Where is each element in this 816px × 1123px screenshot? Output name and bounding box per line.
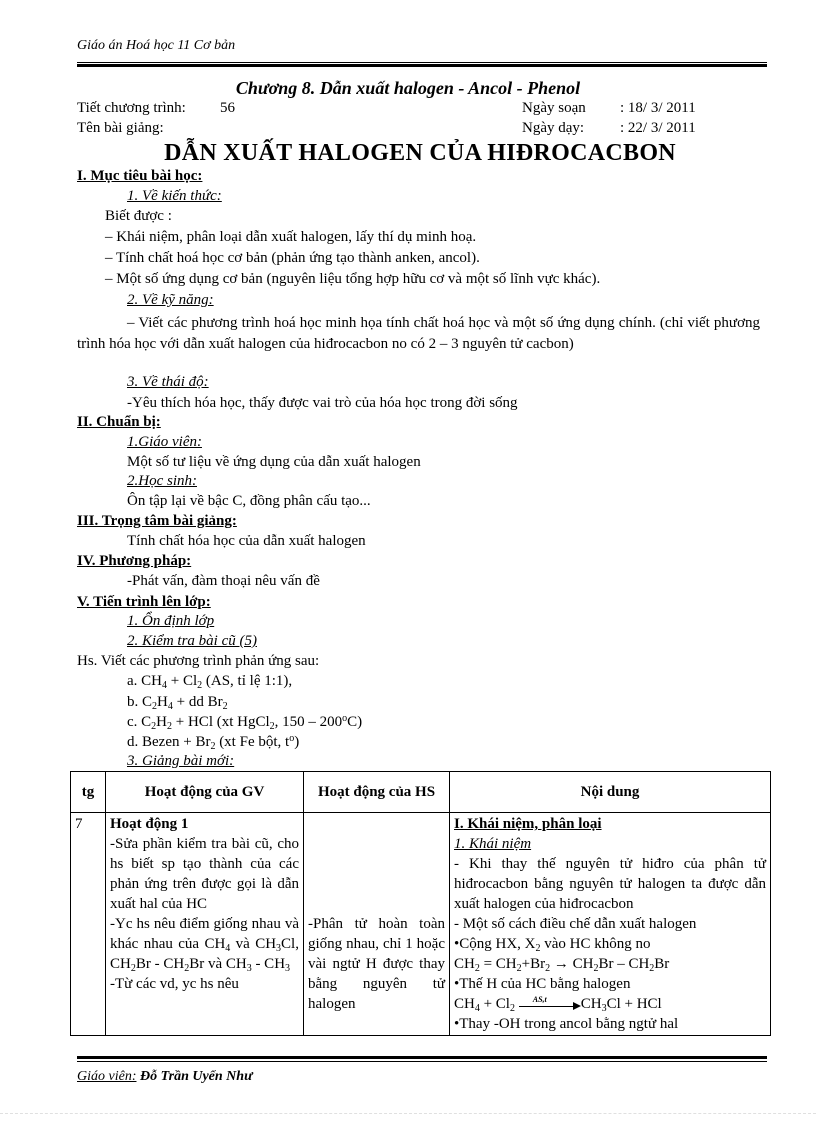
reaction-a: a. $CH_4 + Cl_2$ (AS, tỉ lệ 1:1), [127, 673, 293, 691]
content-method-1: •Cộng HX, $X_2$ vào HC không no [454, 936, 651, 954]
method-text: -Phát vấn, đàm thoại nêu vấn đề [127, 573, 320, 589]
cell-gv [106, 813, 304, 1036]
footer-rule-thick [77, 1056, 767, 1059]
gv-step-1: -Sửa phần kiểm tra bài cũ, cho hs biết sp tạo thành của các phản ứng trên được gọi là dẫn xuất hal của HC [110, 836, 299, 912]
reaction-arrow-icon: AS,t [519, 998, 581, 1012]
knowledge-item-1: – Khái niệm, phân loại dẫn xuất halogen, lấy thí dụ minh hoạ. [105, 229, 477, 245]
soan-label: Ngày soạn [522, 100, 586, 116]
table-row [71, 813, 771, 1036]
content-subheading: 1. Khái niệm [454, 836, 532, 852]
section-1-3-heading: 3. Về thái độ: [127, 374, 209, 390]
ten-label: Tên bài giảng: [77, 120, 164, 136]
section-5-3-heading: 3. Giảng bài mới: [127, 753, 235, 769]
cell-hs [304, 813, 450, 1036]
table-header-row [71, 772, 771, 813]
student-prep-text: Ôn tập lại về bậc C, đồng phân cấu tạo... [127, 493, 371, 509]
footer-label: Giáo viên: [77, 1069, 137, 1084]
section-2-heading: II. Chuẩn bị: [77, 414, 161, 430]
chapter-title: Chương 8. Dẫn xuất halogen - Ancol - Phenol [235, 78, 581, 98]
hs-answer: -Phân tử hoàn toàn giống nhau, chỉ 1 hoặc vài ngtử H được thay bằng nguyên tử halogen [308, 916, 445, 1012]
section-1-1-intro: Biết được : [105, 208, 172, 224]
page-footer [77, 1069, 252, 1085]
section-1-heading: I. Mục tiêu bài học: [77, 168, 203, 184]
tiet-label: Tiết chương trình: [77, 100, 186, 116]
soan-value: : 18/ 3/ 2011 [620, 100, 696, 116]
section-5-2-heading: 2. Kiểm tra bài cũ (5) [127, 633, 257, 649]
lesson-activity-table [70, 771, 771, 1036]
content-equation-2: $CH_4 + Cl_2$ AS,t $CH_3Cl$ + HCl [454, 994, 662, 1014]
attitude-text: -Yêu thích hóa học, thấy được vai trò của hóa học trong đời sống [127, 395, 518, 411]
section-1-1-heading: 1. Về kiến thức: [127, 188, 222, 204]
activity-title: Hoạt động 1 [110, 816, 189, 832]
section-3-heading: III. Trọng tâm bài giảng: [77, 513, 237, 529]
lesson-title: DẪN XUẤT HALOGEN CỦA HIĐROCACBON [164, 140, 676, 166]
reaction-d: d. Bezen + $Br_2$ (xt Fe bột, $t^o$) [127, 733, 300, 752]
content-heading: I. Khái niệm, phân loại [454, 816, 602, 832]
section-5-1-heading: 1. Ổn định lớp [127, 613, 215, 629]
tiet-value: 56 [220, 100, 235, 116]
header-nd: Nội dung [450, 772, 771, 813]
cell-tg: 7 [71, 813, 106, 1036]
day-value: : 22/ 3/ 2011 [620, 120, 696, 136]
day-label: Ngày dạy: [522, 120, 585, 136]
reaction-b: b. $C_2H_4$ + dd $Br_2$ [127, 694, 228, 712]
header-hs: Hoạt động của HS [304, 772, 450, 813]
content-methods: - Một số cách điều chế dẫn xuất halogen [454, 916, 697, 932]
teacher-name: Đỗ Trần Uyển Như [139, 1069, 253, 1084]
section-2-2-heading: 2.Học sinh: [127, 473, 197, 489]
focus-text: Tính chất hóa học của dẫn xuất halogen [127, 533, 366, 549]
knowledge-item-2: – Tính chất hoá học cơ bản (phản ứng tạo thành anken, ancol). [105, 250, 480, 266]
header-tg: tg [71, 772, 106, 813]
content-definition: - Khi thay thế nguyên tử hiđro của phân tử hiđrocacbon bằng nguyên tử halogen ta được dẫn xuất halogen của hiđrocacbon [454, 856, 766, 912]
skills-paragraph: – Viết các phương trình hoá học minh họa tính chất hoá học và một số ứng dụng chính. (chỉ viết phương trình hóa học với dẫn xuất halogen của hiđrocacbon no có 2 – 3 nguyên tử cacbon) [77, 315, 760, 352]
reaction-c: c. $C_2H_2$ + HCl (xt HgCl$_2$, 150 – 200$^o$C) [127, 713, 363, 732]
page-break-line [0, 1113, 816, 1114]
section-2-1-heading: 1.Giáo viên: [127, 434, 202, 450]
section-5-heading: V. Tiến trình lên lớp: [77, 594, 211, 610]
page-header: Giáo án Hoá học 11 Cơ bản [77, 38, 236, 53]
header-rule-thin [77, 62, 767, 63]
cell-nd [450, 813, 771, 1036]
homework-instruction: Hs. Viết các phương trình phản ứng sau: [77, 653, 320, 669]
content-method-2: •Thế H của HC bằng halogen [454, 976, 631, 992]
content-equation-1: $CH_2 = CH_2+Br_2 \to CH_2Br - CH_2Br$ [454, 956, 670, 974]
knowledge-item-3: – Một số ứng dụng cơ bản (nguyên liệu tổng hợp hữu cơ và một số lĩnh vực khác). [105, 271, 601, 287]
section-4-heading: IV. Phương pháp: [77, 553, 192, 569]
teacher-prep-text: Một số tư liệu về ứng dụng của dẫn xuất halogen [127, 454, 421, 470]
content-method-3: •Thay -OH trong ancol bằng ngtử hal [454, 1016, 679, 1032]
gv-step-3: -Từ các vd, yc hs nêu [110, 976, 239, 992]
footer-rule-thin [77, 1061, 767, 1062]
section-1-2-heading: 2. Về kỹ năng: [127, 292, 214, 308]
gv-step-2: -Yc hs nêu điểm giống nhau và khác nhau của $CH_4$ và $CH_3Cl$, $CH_2Br - CH_2Br$ và $CH_3 - CH_3$ [110, 916, 299, 974]
header-gv: Hoạt động của GV [106, 772, 304, 813]
header-rule-thick [77, 64, 767, 67]
